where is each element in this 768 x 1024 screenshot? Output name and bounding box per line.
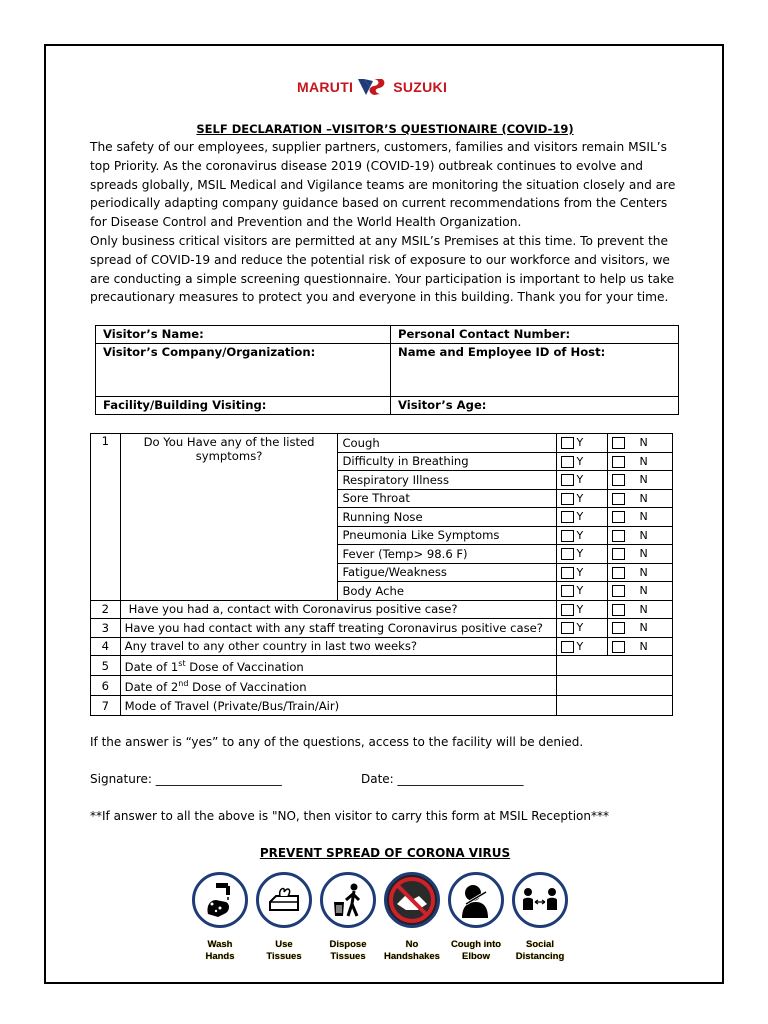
brand-suzuki: SUZUKI	[393, 79, 448, 95]
yes-label: Y	[576, 510, 584, 523]
no-label: N	[639, 436, 648, 449]
no-checkbox[interactable]	[612, 474, 625, 486]
symptom-label: Respiratory Illness	[338, 471, 557, 490]
date-field[interactable]: Date: _____________________	[361, 772, 524, 786]
answer-field[interactable]	[557, 676, 673, 696]
yes-checkbox[interactable]	[561, 456, 574, 468]
no-label: N	[639, 454, 648, 468]
intro-text	[90, 138, 680, 307]
yes-label: Y	[576, 565, 584, 579]
yes-label: Y	[576, 639, 584, 653]
yes-label: Y	[576, 602, 584, 616]
prevention-item	[188, 872, 252, 963]
yes-label: Y	[576, 491, 584, 505]
symptom-label: Body Ache	[338, 582, 557, 601]
age-field[interactable]: Visitor’s Age:	[391, 397, 679, 415]
no-label: N	[639, 639, 648, 653]
signature-field[interactable]: Signature: _____________________	[90, 772, 282, 786]
no-checkbox[interactable]	[612, 622, 625, 634]
yes-label: Y	[576, 436, 584, 449]
yes-checkbox[interactable]	[561, 530, 574, 542]
visitor-info-table	[95, 325, 679, 415]
reception-note: **If answer to all the above is "NO, then visitor to carry this form at MSIL Reception***	[90, 809, 609, 823]
table-row	[91, 656, 673, 676]
question-text	[120, 676, 557, 696]
yes-checkbox[interactable]	[561, 604, 574, 616]
prevention-label: Social Distancing	[515, 939, 565, 962]
no-label: N	[639, 584, 648, 597]
question-text-part: Dose of Vaccination	[188, 679, 307, 694]
brand-maruti: MARUTI	[297, 79, 354, 95]
table-row	[91, 600, 673, 619]
prevention-label: Wash Hands	[205, 939, 235, 962]
question-number: 3	[91, 619, 121, 638]
contact-number-field[interactable]: Personal Contact Number:	[391, 326, 679, 344]
intro-paragraph-1: The safety of our employees, supplier partners, customers, families and visitors remain MSIL’s top Priority. As the coronavirus disease 2019 (COVID-19) outbreak continues to evolve and spreads globally, MSIL Medical and Vigilance teams are monitoring the situation closely and are periodically adapting company guidance based on current recommendations from the Centers for Disease Control and Prevention and the World Health Organization.	[90, 140, 676, 230]
no-handshake-icon	[384, 872, 440, 928]
ordinal-suffix: st	[178, 659, 186, 669]
symptom-label: Cough	[338, 434, 557, 453]
visitor-name-field[interactable]: Visitor’s Name:	[96, 326, 391, 344]
yes-checkbox[interactable]	[561, 511, 574, 523]
no-checkbox[interactable]	[612, 437, 625, 449]
brand-mark-icon	[353, 76, 393, 98]
question-text: Do You Have any of the listed symptoms?	[120, 434, 338, 601]
form-title: SELF DECLARATION –VISITOR’S QUESTIONAIRE (COVID-19)	[196, 122, 574, 136]
table-row	[91, 696, 673, 716]
yes-label: Y	[576, 584, 584, 597]
question-text-part: Date of 2	[124, 679, 179, 694]
dispose-tissues-icon	[320, 872, 376, 928]
prevention-label: Use Tissues	[266, 939, 302, 962]
prevention-label: No Handshakes	[384, 939, 440, 962]
company-field[interactable]: Visitor’s Company/Organization:	[96, 344, 391, 397]
question-number: 1	[91, 434, 121, 601]
no-label: N	[639, 510, 648, 523]
tissues-icon	[256, 872, 312, 928]
question-text-part: Dose of Vaccination	[185, 659, 304, 674]
social-distancing-icon	[512, 872, 568, 928]
prevent-heading: PREVENT SPREAD OF CORONA VIRUS	[259, 846, 511, 860]
question-text: Any travel to any other country in last two weeks?	[120, 637, 557, 656]
yes-checkbox[interactable]	[561, 585, 574, 597]
prevention-item	[252, 872, 316, 963]
no-checkbox[interactable]	[612, 641, 625, 653]
table-row	[91, 637, 673, 656]
symptom-label: Difficulty in Breathing	[338, 452, 557, 471]
maruti-suzuki-logo	[297, 76, 473, 98]
question-number: 5	[91, 656, 121, 676]
yes-label: Y	[576, 547, 584, 560]
symptom-label: Sore Throat	[338, 489, 557, 508]
no-label: N	[639, 621, 648, 634]
symptom-label: Pneumonia Like Symptoms	[338, 526, 557, 545]
no-checkbox[interactable]	[612, 585, 625, 597]
questionnaire-table	[90, 433, 673, 716]
yes-checkbox[interactable]	[561, 437, 574, 449]
question-number: 7	[91, 696, 121, 716]
prevention-item	[444, 872, 508, 963]
yes-checkbox[interactable]	[561, 474, 574, 486]
prevention-label: Dispose Tissues	[329, 939, 367, 962]
question-number: 4	[91, 637, 121, 656]
prevention-item	[508, 872, 572, 963]
ordinal-suffix: nd	[178, 679, 189, 689]
yes-label: Y	[576, 454, 584, 468]
question-text: Mode of Travel (Private/Bus/Train/Air)	[120, 696, 557, 716]
host-field[interactable]: Name and Employee ID of Host:	[391, 344, 679, 397]
yes-checkbox[interactable]	[561, 622, 574, 634]
no-checkbox[interactable]	[612, 511, 625, 523]
table-row	[91, 619, 673, 638]
prevention-item	[380, 872, 444, 963]
prevention-label: Cough into Elbow	[450, 939, 502, 962]
no-checkbox[interactable]	[612, 456, 625, 468]
question-text-part: Date of 1	[124, 659, 179, 674]
question-number: 6	[91, 676, 121, 696]
facility-field[interactable]: Facility/Building Visiting:	[96, 397, 391, 415]
yes-checkbox[interactable]	[561, 641, 574, 653]
answer-field[interactable]	[557, 696, 673, 716]
prevention-item	[316, 872, 380, 963]
question-text: Have you had a, contact with Coronavirus positive case?	[120, 600, 557, 619]
answer-field[interactable]	[557, 656, 673, 676]
no-checkbox[interactable]	[612, 604, 625, 616]
wash-hands-icon	[192, 872, 248, 928]
question-text: Have you had contact with any staff treating Coronavirus positive case?	[120, 619, 557, 638]
cough-elbow-icon	[448, 872, 504, 928]
no-checkbox[interactable]	[612, 548, 625, 560]
symptom-label: Fever (Temp> 98.6 F)	[338, 545, 557, 564]
no-label: N	[639, 528, 648, 542]
yes-label: Y	[576, 473, 584, 486]
no-label: N	[639, 491, 648, 505]
yes-label: Y	[576, 528, 584, 542]
table-row	[91, 676, 673, 696]
question-text	[120, 656, 557, 676]
prevention-icons	[188, 872, 578, 972]
yes-checkbox[interactable]	[561, 567, 574, 579]
no-label: N	[639, 602, 648, 616]
no-label: N	[639, 565, 648, 579]
symptom-label: Fatigue/Weakness	[338, 563, 557, 582]
yes-label: Y	[576, 621, 584, 634]
no-checkbox[interactable]	[612, 493, 625, 505]
no-checkbox[interactable]	[612, 567, 625, 579]
table-row	[91, 434, 673, 453]
no-checkbox[interactable]	[612, 530, 625, 542]
symptom-label: Running Nose	[338, 508, 557, 527]
denial-notice: If the answer is “yes” to any of the questions, access to the facility will be denied.	[90, 735, 584, 749]
intro-paragraph-2: Only business critical visitors are permitted at any MSIL’s Premises at this time. To prevent the spread of COVID-19 and reduce the potential risk of exposure to our workforce and visitors, we are conducting a simple screening questionnaire. Your participation is important to help us take precautionary measures to protect you and everyone in this building. Thank you for your time.	[90, 233, 675, 305]
no-label: N	[639, 473, 648, 486]
question-number: 2	[91, 600, 121, 619]
yes-checkbox[interactable]	[561, 493, 574, 505]
yes-checkbox[interactable]	[561, 548, 574, 560]
no-label: N	[639, 547, 648, 560]
